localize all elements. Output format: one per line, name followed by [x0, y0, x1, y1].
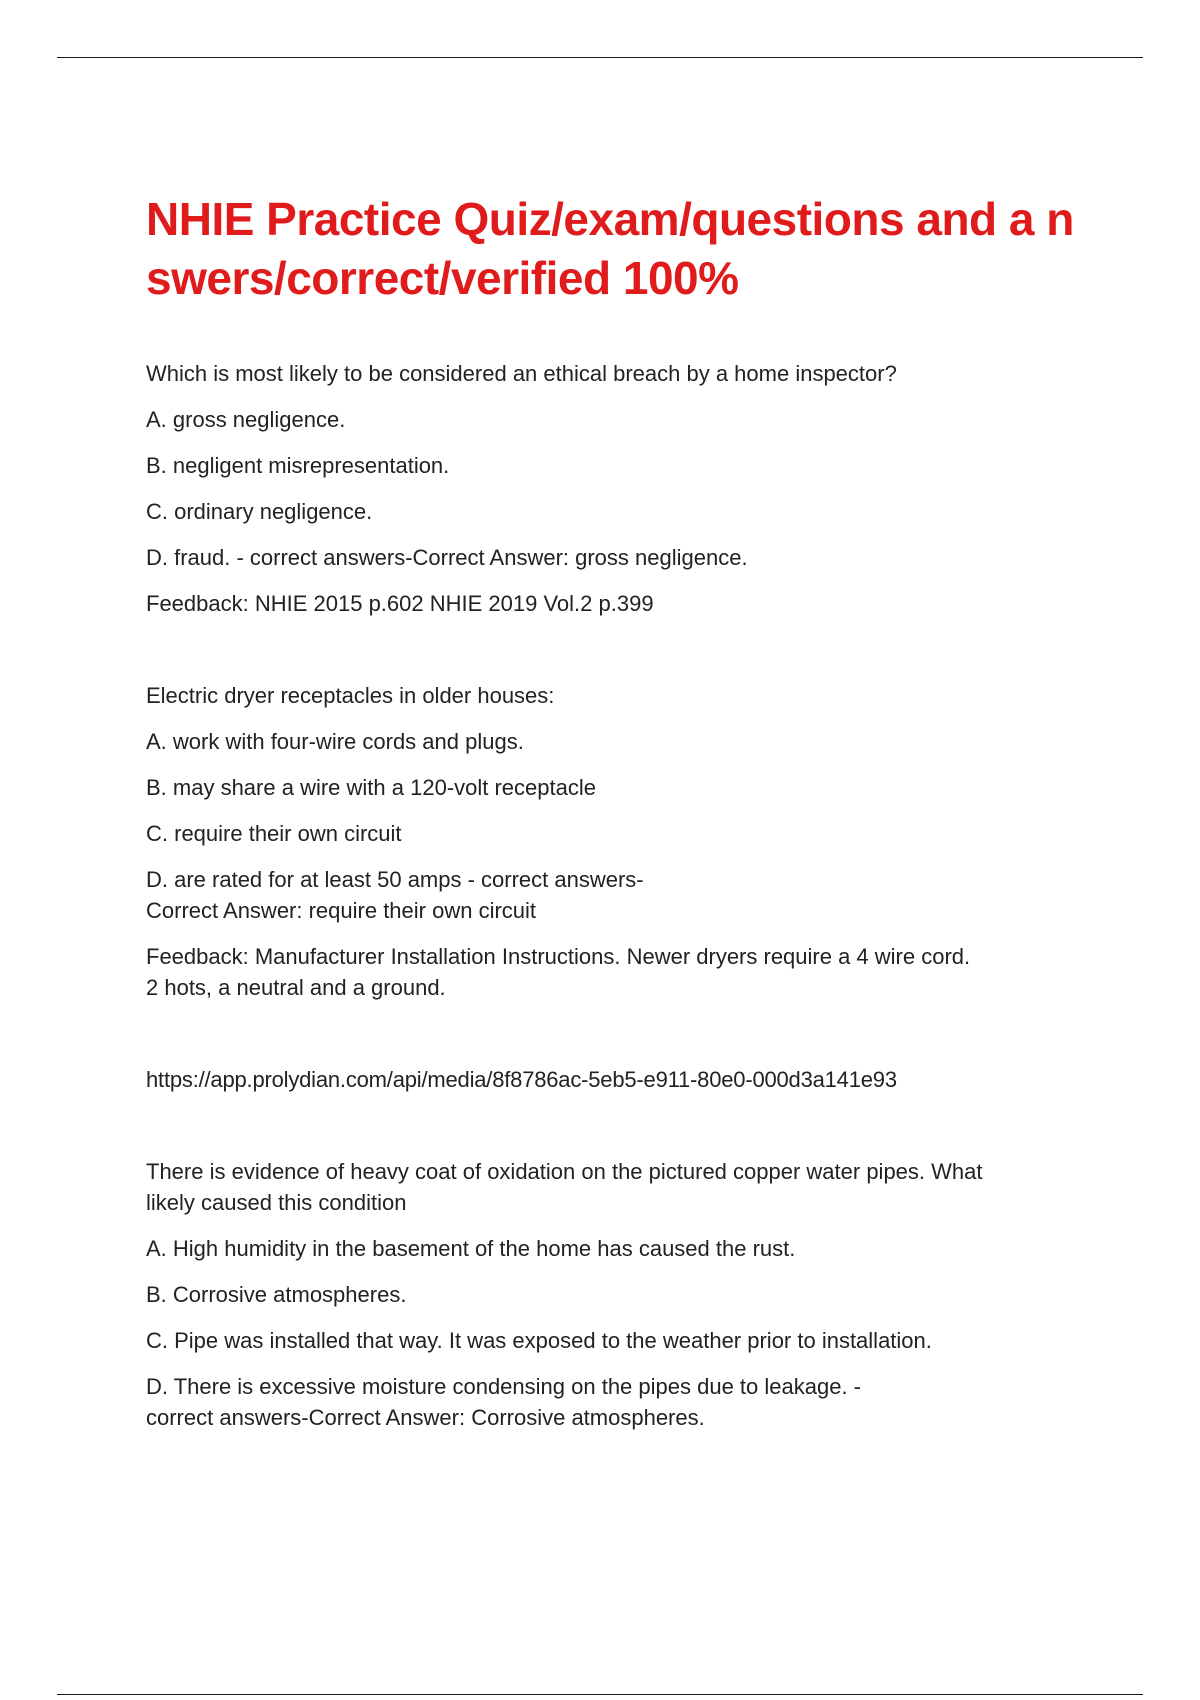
- feedback-text: Feedback: Manufacturer Installation Instructions. Newer dryers require a 4 wire cord. 2 hots, a neutral and a ground.: [146, 944, 971, 1000]
- answer-option: D. are rated for at least 50 amps - correct answers- Correct Answer: require their own circuit: [146, 867, 644, 923]
- document-body: [146, 190, 1096, 1448]
- answer-option: B. may share a wire with a 120-volt receptacle: [146, 775, 596, 800]
- document-title: NHIE Practice Quiz/exam/questions and a nswers/correct/verified 100%: [146, 193, 1074, 304]
- question-block: [146, 358, 1096, 619]
- answer-option: C. require their own circuit: [146, 821, 402, 846]
- answer-option: B. negligent misrepresentation.: [146, 453, 450, 478]
- spacer: [146, 1018, 1096, 1064]
- feedback-text: Feedback: NHIE 2015 p.602 NHIE 2019 Vol.2 p.399: [146, 591, 654, 616]
- media-link[interactable]: https://app.prolydian.com/api/media/8f8786ac-5eb5-e911-80e0-000d3a141e93: [146, 1067, 897, 1092]
- answer-option: B. Corrosive atmospheres.: [146, 1282, 407, 1307]
- spacer: [146, 1110, 1096, 1156]
- answer-option: C. ordinary negligence.: [146, 499, 373, 524]
- answer-option: D. There is excessive moisture condensing on the pipes due to leakage. - correct answers-Correct Answer: Corrosive atmospheres.: [146, 1374, 861, 1430]
- answer-option: D. fraud. - correct answers-Correct Answer: gross negligence.: [146, 545, 748, 570]
- question-text: Which is most likely to be considered an ethical breach by a home inspector?: [146, 361, 897, 386]
- answer-option: A. gross negligence.: [146, 407, 346, 432]
- spacer: [146, 634, 1096, 680]
- question-block: [146, 680, 1096, 1003]
- answer-option: A. work with four-wire cords and plugs.: [146, 729, 524, 754]
- bottom-rule: [57, 1694, 1143, 1695]
- answer-option: A. High humidity in the basement of the home has caused the rust.: [146, 1236, 796, 1261]
- top-rule: [57, 57, 1143, 58]
- answer-option: C. Pipe was installed that way. It was exposed to the weather prior to installation.: [146, 1328, 932, 1353]
- question-block: [146, 1156, 1096, 1433]
- question-text: Electric dryer receptacles in older houses:: [146, 683, 555, 708]
- question-text: There is evidence of heavy coat of oxidation on the pictured copper water pipes. What likely caused this condition: [146, 1159, 983, 1215]
